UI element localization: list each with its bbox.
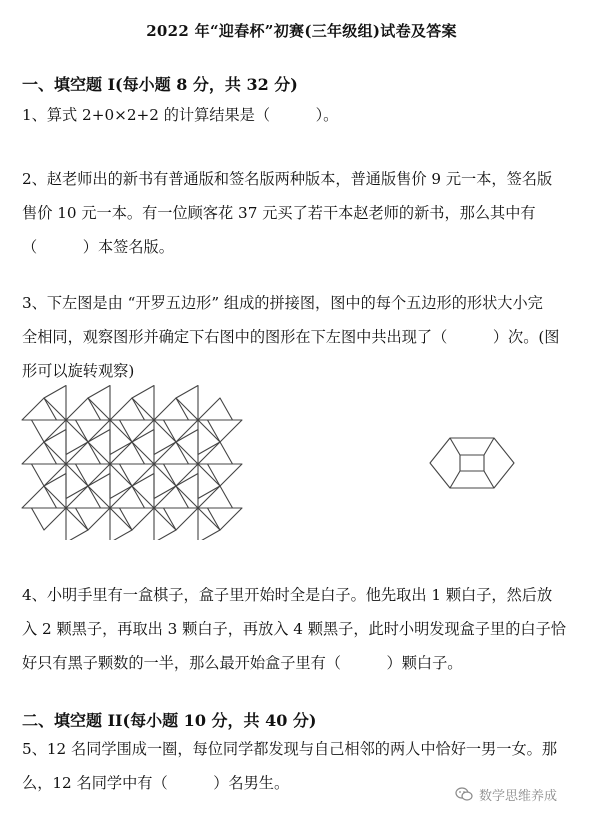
pentagon-tile xyxy=(154,398,189,420)
question-2 xyxy=(22,162,582,264)
pentagon-tile xyxy=(208,420,243,442)
question-2-line: （ ）本签名版。 xyxy=(22,238,174,256)
pentagon-tile xyxy=(208,508,243,530)
question-4-line: 入 2 颗黑子，再取出 3 颗白子，再放入 4 颗黑子，此时小明发现盒子里的白子恰 xyxy=(22,620,566,638)
pentagon-tile xyxy=(164,508,199,530)
pentagon-tile xyxy=(120,508,155,530)
pentagon-tile xyxy=(76,508,111,530)
question-4-line: 好只有黑子颗数的一半，那么最开始盒子里有（ ）颗白子。 xyxy=(22,654,463,672)
watermark-text: 数学思维养成 xyxy=(479,788,558,804)
question-2-line: 2、赵老师出的新书有普通版和签名版两种版本，普通版售价 9 元一本，签名版 xyxy=(22,170,553,188)
wechat-icon xyxy=(455,787,473,801)
question-2-line: 售价 10 元一本。有一位顾客花 37 元买了若干本赵老师的新书，那么其中有 xyxy=(22,204,536,222)
watermark xyxy=(455,783,603,805)
question-1-line: 1、算式 2+0×2+2 的计算结果是（ ）。 xyxy=(22,106,339,124)
question-4 xyxy=(22,578,582,680)
pentagon-tile xyxy=(22,398,57,420)
question-5-line: 5、12 名同学围成一圈，每位同学都发现与自己相邻的两人中恰好一男一女。那 xyxy=(22,740,558,758)
target-shape xyxy=(430,438,514,488)
pentagon-tile xyxy=(198,398,233,420)
cairo-pentagon-figures xyxy=(0,370,603,540)
pentagon-tile xyxy=(66,398,101,420)
question-4-line: 4、小明手里有一盒棋子，盒子里开始时全是白子。他先取出 1 颗白子，然后放 xyxy=(22,586,553,604)
question-3-line: 3、下左图是由 “开罗五边形” 组成的拼接图，图中的每个五边形的形状大小完 xyxy=(22,294,543,312)
pentagon-tile xyxy=(22,486,57,508)
pentagon-tile xyxy=(32,508,67,530)
question-3-line: 全相同，观察图形并确定下右图中的图形在下左图中共出现了（ ）次。(图 xyxy=(22,328,560,346)
question-5-line: 么，12 名同学中有（ ）名男生。 xyxy=(22,774,290,792)
pentagon-tile xyxy=(110,398,145,420)
pentagon-tile xyxy=(22,442,57,464)
pentagon-tile xyxy=(208,464,243,486)
cairo-pentagon-tiling xyxy=(22,386,242,541)
question-3-line: 形可以旋转观察) xyxy=(22,362,135,380)
question-1 xyxy=(22,98,582,132)
page-title: 2022 年“迎春杯”初赛(三年级组)试卷及答案 xyxy=(146,22,457,40)
section-heading-1: 一、填空题 I(每小题 8 分，共 32 分) xyxy=(22,75,298,94)
section-heading-2: 二、填空题 II(每小题 10 分，共 40 分) xyxy=(22,711,317,730)
